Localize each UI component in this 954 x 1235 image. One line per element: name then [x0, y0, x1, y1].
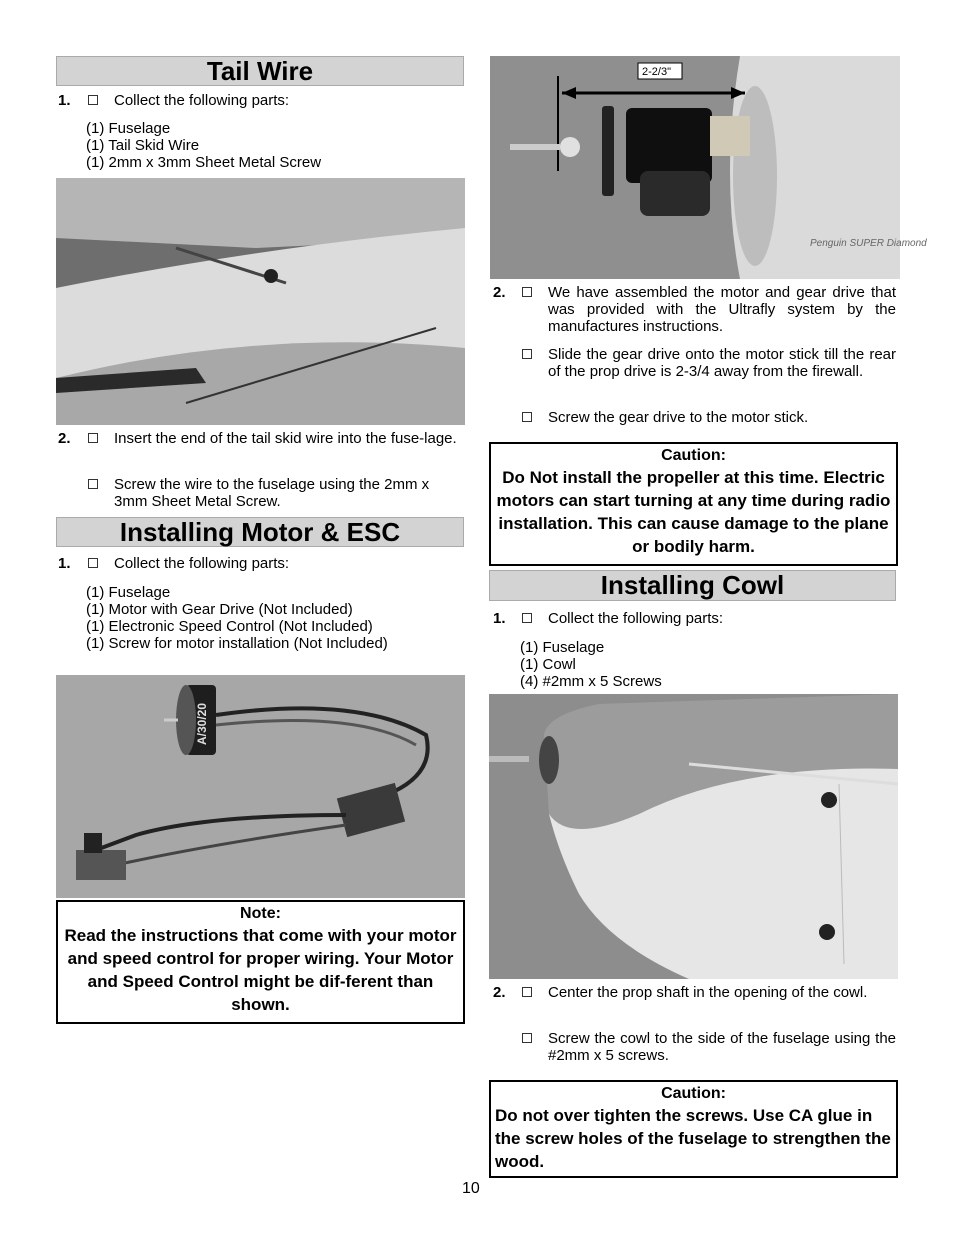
note-box [56, 900, 465, 1024]
checkbox-icon[interactable] [522, 287, 532, 297]
photo-text: Penguin SUPER Diamond [810, 238, 927, 249]
step-number: 1. [493, 610, 506, 627]
checkbox-icon[interactable] [88, 95, 98, 105]
checkbox-icon[interactable] [522, 1033, 532, 1043]
checkbox-icon[interactable] [522, 412, 532, 422]
motor-esc-photo [56, 675, 465, 898]
checkbox-icon[interactable] [88, 433, 98, 443]
cowl-photo [489, 694, 898, 979]
step-number: 1. [58, 92, 71, 109]
parts-list [520, 639, 662, 690]
step-text: Collect the following parts: [548, 610, 724, 627]
caution-title: Caution: [661, 1085, 726, 1102]
step-text: Collect the following parts: [114, 92, 290, 109]
section-header-tail-wire [56, 56, 464, 86]
list-item: (1) 2mm x 3mm Sheet Metal Screw [86, 154, 322, 171]
list-item: (4) #2mm x 5 Screws [520, 673, 662, 690]
gear-drive-photo [490, 56, 927, 279]
list-item: (1) Electronic Speed Control (Not Included) [86, 618, 373, 635]
step-text: Insert the end of the tail skid wire into the fuse-lage. [114, 430, 457, 447]
caution-box [489, 1080, 898, 1178]
step-text: Screw the gear drive to the motor stick. [548, 409, 809, 426]
step-text: Screw the cowl to the side of the fuselage using the #2mm x 5 screws. [548, 1030, 896, 1064]
list-item: (1) Screw for motor installation (Not Included) [86, 635, 388, 652]
list-item: (1) Cowl [520, 656, 576, 673]
caution-text: Do not over tighten the screws. Use CA glue in the screw holes of the fuselage to strengthen the wood. [495, 1106, 891, 1171]
motor-label: A/30/20 [195, 702, 209, 745]
list-item: (1) Fuselage [86, 120, 171, 137]
list-item: (1) Tail Skid Wire [86, 137, 200, 154]
checkbox-icon[interactable] [88, 479, 98, 489]
step-number: 2. [58, 430, 71, 447]
caution-text: Do Not install the propeller at this time. Electric motors can start turning at any time during radio installation. This can cause damage to the plane or bodily harm. [496, 468, 891, 556]
step-text: We have assembled the motor and gear drive that was provided with the Ultrafly system by the manufactures instructions. [548, 284, 896, 335]
checkbox-icon[interactable] [522, 613, 532, 623]
section-header-motor-esc [56, 517, 464, 547]
list-item: (1) Motor with Gear Drive (Not Included) [86, 601, 353, 618]
parts-list [86, 584, 388, 652]
note-title: Note: [240, 905, 281, 922]
checkbox-icon[interactable] [522, 987, 532, 997]
section-header-installing-cowl [489, 570, 896, 601]
tail-wire-photo [56, 178, 465, 425]
list-item: (1) Fuselage [86, 584, 171, 601]
dimension-label: 2-2/3" [642, 66, 671, 78]
section-title: Tail Wire [206, 56, 314, 86]
step-number: 2. [493, 984, 506, 1001]
section-title: Installing Motor & ESC [119, 517, 401, 547]
step-text: Screw the wire to the fuselage using the 2mm x 3mm Sheet Metal Screw. [114, 476, 430, 510]
checkbox-icon[interactable] [522, 349, 532, 359]
step-text: Slide the gear drive onto the motor stick till the rear of the prop drive is 2-3/4 away from the firewall. [548, 346, 896, 380]
checkbox-icon[interactable] [88, 558, 98, 568]
step-text: Center the prop shaft in the opening of the cowl. [548, 984, 868, 1001]
caution-title: Caution: [661, 447, 726, 464]
note-text: Read the instructions that come with your motor and speed control for proper wiring. Your Motor and Speed Control might be dif-ferent than shown. [64, 926, 457, 1014]
page-number: 10 [462, 1180, 480, 1197]
caution-box [489, 442, 898, 566]
step-number: 1. [58, 555, 71, 572]
step-text: Collect the following parts: [114, 555, 290, 572]
parts-list [86, 120, 321, 171]
list-item: (1) Fuselage [520, 639, 605, 656]
section-title: Installing Cowl [600, 570, 785, 600]
step-number: 2. [493, 284, 506, 301]
